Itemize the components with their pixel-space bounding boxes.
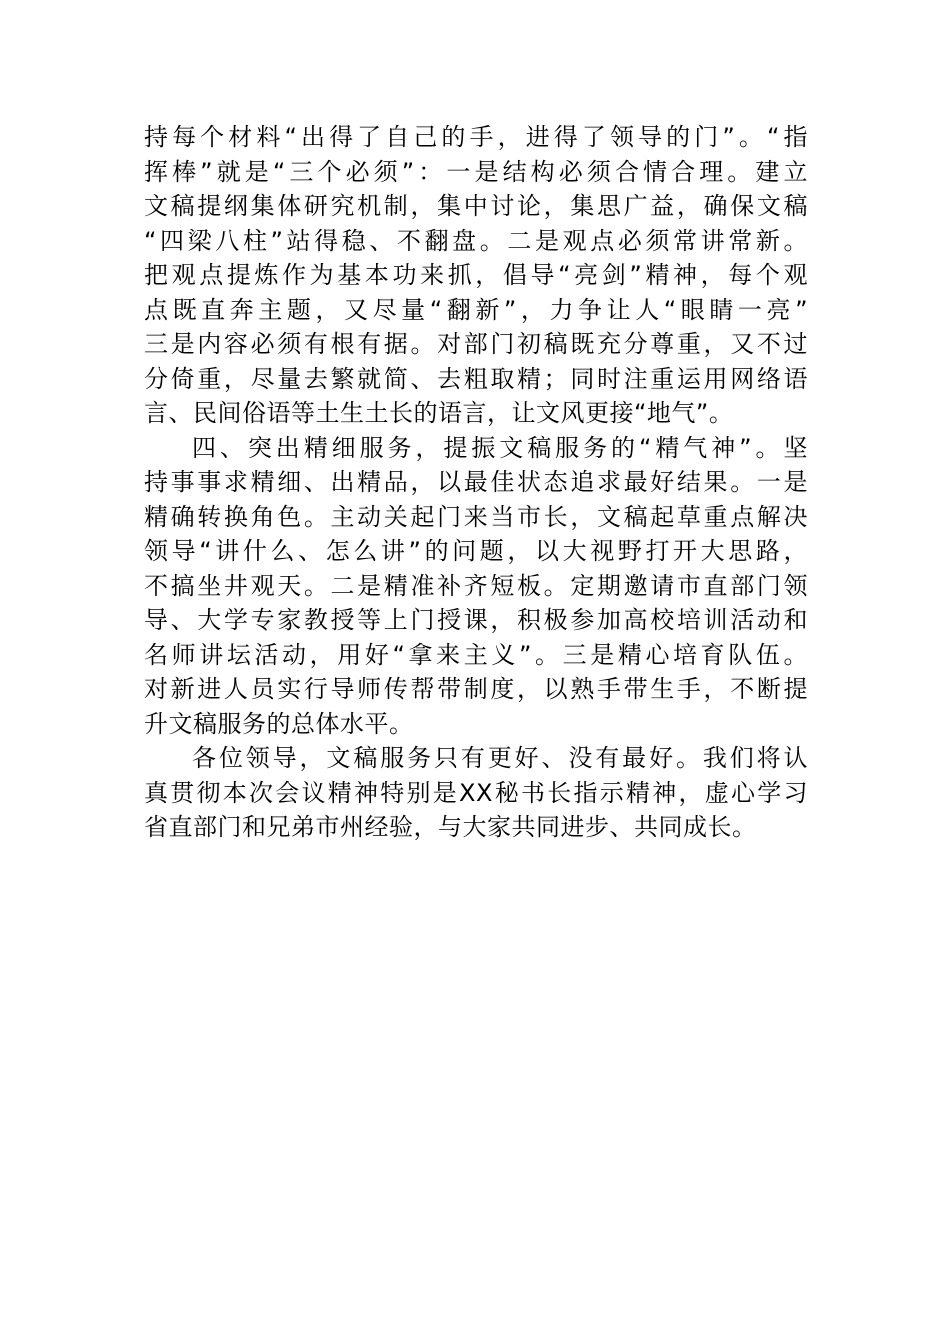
text-line: 对新进人员实行导师传帮带制度，以熟手带生手，不断提 (144, 675, 808, 703)
text-line: 文稿提纲集体研究机制，集中讨论，集思广益，确保文稿 (144, 192, 808, 220)
text-line: 领导“讲什么、怎么讲”的问题，以大视野打开大思路， (144, 537, 808, 565)
text-line: 持每个材料“出得了自己的手，进得了领导的门”。“指 (144, 123, 808, 151)
text-line: 导、大学专家教授等上门授课，积极参加高校培训活动和 (144, 606, 808, 634)
text-line: 精确转换角色。主动关起门来当市长，文稿起草重点解决 (144, 502, 808, 531)
text-line: 把观点提炼作为基本功来抓，倡导“亮剑”精神，每个观 (144, 261, 808, 289)
text-line: 挥棒”就是“三个必须”：一是结构必须合情合理。建立 (144, 157, 808, 186)
text-line: 点既直奔主题，又尽量“翻新”，力争让人“眼睛一亮” (144, 295, 808, 324)
text-line: 三是内容必须有根有据。对部门初稿既充分尊重，又不过 (144, 330, 808, 358)
text-line: 分倚重，尽量去繁就简、去粗取精；同时注重运用网络语 (144, 364, 808, 393)
text-line: 升文稿服务的总体水平。 (144, 709, 414, 738)
text-line: 不搞坐井观天。二是精准补齐短板。定期邀请市直部门领 (144, 571, 808, 600)
text-line: 真贯彻本次会议精神特别是XX秘书长指示精神，虚心学习 (144, 778, 808, 807)
text-line: 言、民间俗语等土生土长的语言，让文风更接“地气”。 (144, 399, 734, 427)
paragraph-start-line: 四、突出精细服务，提振文稿服务的“精气神”。坚 (192, 433, 808, 462)
text-line: 省直部门和兄弟市州经验，与大家共同进步、共同成长。 (144, 813, 757, 841)
text-line: “四梁八柱”站得稳、不翻盘。二是观点必须常讲常新。 (144, 226, 808, 255)
text-line: 名师讲坛活动，用好“拿来主义”。三是精心培育队伍。 (144, 640, 808, 669)
paragraph-start-line: 各位领导，文稿服务只有更好、没有最好。我们将认 (192, 744, 808, 772)
text-line: 持事事求精细、出精品，以最佳状态追求最好结果。一是 (144, 468, 808, 496)
document-body (144, 120, 808, 845)
